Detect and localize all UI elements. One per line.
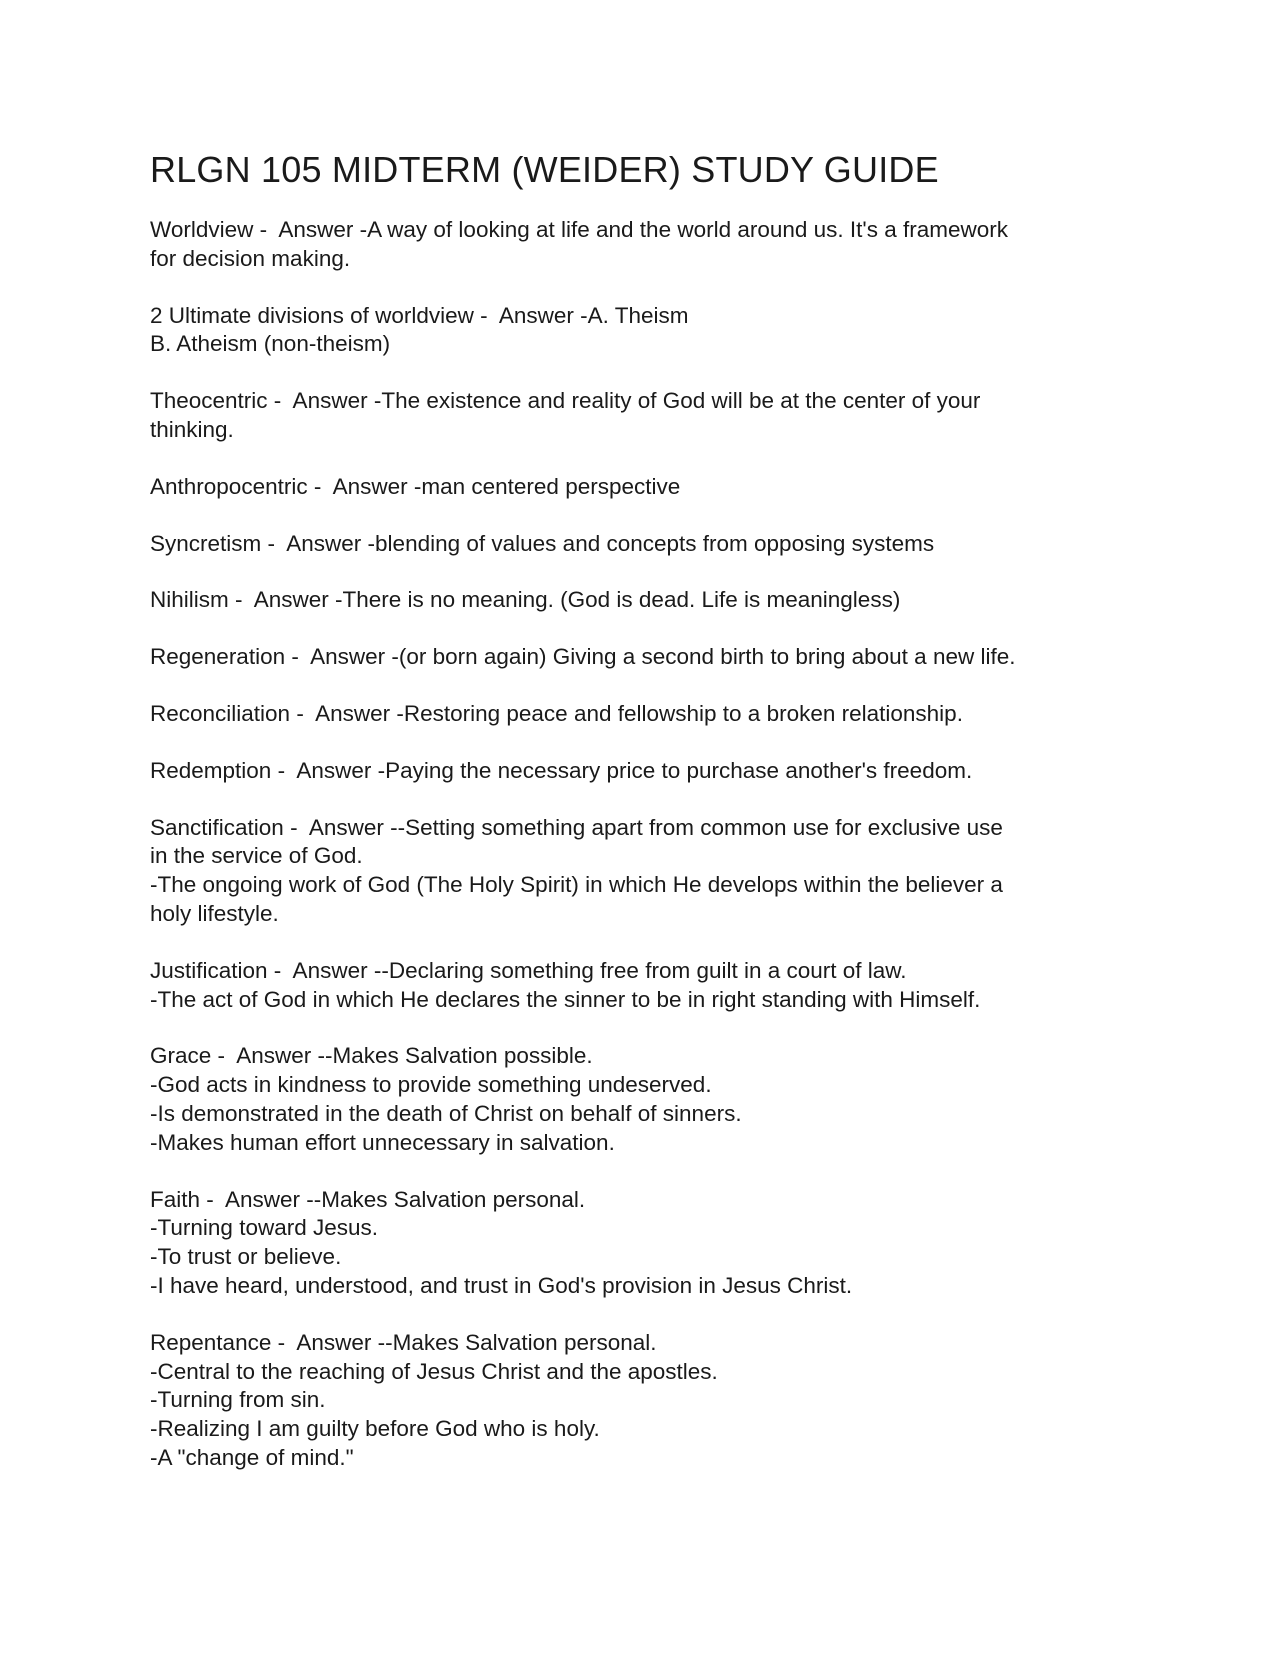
entry-nihilism [150,586,1130,615]
entry-line: Justification - Answer --Declaring something free from guilt in a court of law. [150,957,907,983]
entry-worldview [150,216,1130,274]
entry-line: -Is demonstrated in the death of Christ on behalf of sinners. [150,1100,742,1126]
entry-line: -God acts in kindness to provide something undeserved. [150,1072,712,1098]
entry-line: Nihilism - Answer -There is no meaning. (God is dead. Life is meaningless) [150,587,901,613]
entry-line: Theocentric - Answer -The existence and reality of God will be at the center of your [150,388,981,414]
entry-line: Sanctification - Answer --Setting something apart from common use for exclusive use [150,814,1003,840]
entry-line: -The ongoing work of God (The Holy Spirit) in which He develops within the believer a [150,872,1003,898]
entry-grace [150,1042,1130,1157]
entry-line: -The act of God in which He declares the sinner to be in right standing with Himself. [150,986,981,1012]
entry-line: Grace - Answer --Makes Salvation possible. [150,1043,593,1069]
entry-line: Syncretism - Answer -blending of values and concepts from opposing systems [150,530,935,556]
entry-line: B. Atheism (non-theism) [150,331,391,357]
entry-line: -A "change of mind." [150,1444,354,1470]
entry-line: 2 Ultimate divisions of worldview - Answer -A. Theism [150,302,689,328]
entry-redemption [150,757,1130,786]
entry-line: Reconciliation - Answer -Restoring peace and fellowship to a broken relationship. [150,700,963,726]
entry-theocentric [150,387,1130,445]
document-page [150,148,1130,1501]
entry-reconciliation [150,700,1130,729]
entry-anthropocentric [150,473,1130,502]
entry-line: -Makes human effort unnecessary in salvation. [150,1129,615,1155]
entry-line: -I have heard, understood, and trust in God's provision in Jesus Christ. [150,1272,853,1298]
entry-line: for decision making. [150,245,351,271]
entry-regeneration [150,643,1130,672]
entry-line: Worldview - Answer -A way of looking at life and the world around us. It's a framework [150,217,1009,242]
entry-line: -Central to the reaching of Jesus Christ and the apostles. [150,1358,718,1384]
entry-line: -To trust or believe. [150,1244,342,1270]
entry-justification [150,957,1130,1015]
entry-line: Regeneration - Answer -(or born again) Giving a second birth to bring about a new life. [150,644,1016,670]
entry-divisions [150,302,1130,360]
entry-line: -Turning from sin. [150,1387,326,1413]
entry-line: Anthropocentric - Answer -man centered perspective [150,473,681,499]
entry-repentance [150,1329,1130,1473]
entry-line: -Realizing I am guilty before God who is holy. [150,1416,600,1442]
entry-line: thinking. [150,416,234,442]
entry-line: Faith - Answer --Makes Salvation personal. [150,1186,586,1212]
entry-sanctification [150,814,1130,929]
entry-line: Redemption - Answer -Paying the necessary price to purchase another's freedom. [150,757,973,783]
entry-line: Repentance - Answer --Makes Salvation personal. [150,1329,657,1355]
entry-line: -Turning toward Jesus. [150,1215,379,1241]
entry-list [150,216,1130,1473]
entry-line: holy lifestyle. [150,900,279,926]
page-title: RLGN 105 MIDTERM (WEIDER) STUDY GUIDE [150,149,939,190]
entry-syncretism [150,530,1130,559]
entry-faith [150,1186,1130,1301]
entry-line: in the service of God. [150,843,363,869]
